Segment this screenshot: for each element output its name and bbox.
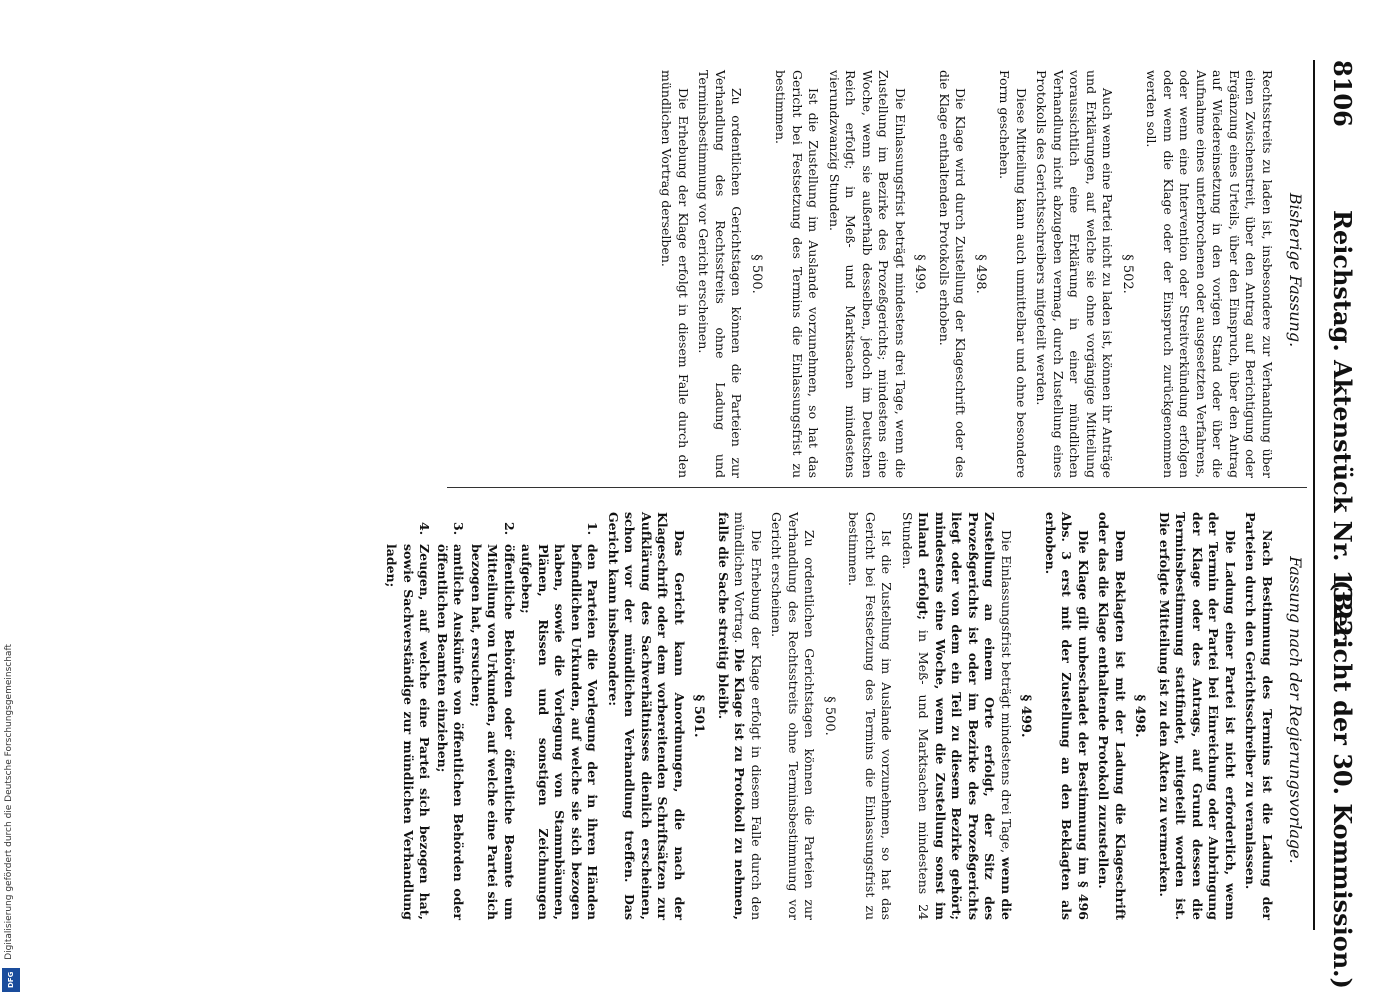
list-item <box>468 522 518 920</box>
paragraph: Diese Mitteilung kann auch unmittelbar und ohne besondere Form geschehen. <box>997 70 1029 478</box>
page-header <box>1319 60 1363 989</box>
paragraph: Das Gericht kann Anordnungen, die nach der Klageschrift oder dem vorbereitenden Schriftsätzen zur Aufklärung des Sachverhältnisses dienlich erscheinen, schon vor der mündlichen Verhandlung treffen. Das Gericht kann insbesondere: <box>606 512 687 920</box>
section-heading: § 500. <box>749 254 764 294</box>
digitization-credit-text: Digitalisierung gefördert durch die Deutsche Forschungsgemeinschaft <box>4 644 14 960</box>
section-heading: § 498. <box>973 254 988 294</box>
paragraph: Rechtsstreits zu laden ist, insbesondere zur Verhandlung über einen Zwischenstreit, über den Antrag auf Berichtigung oder Ergänzung eines Urteils, über den Einspruch, über den Antrag auf Wiedereinsetzung in den vorigen Stand oder über die Aufnahme eines unterbrochenen oder ausgesetzten Verfahrens, oder wenn eine Intervention oder Streitverkündung erfolgen oder wenn die Klage oder der Einspruch zurückgenommen werden soll. <box>1144 70 1275 478</box>
list-item <box>383 522 433 920</box>
text-span: wenn die Zustellung an einem Orte erfolgt, der Sitz des Prozeßgerichts ist oder im Bezirke des Prozeßgerichts liegt oder von dem ein Teil zu diesem Bezirke gehört; mindestens eine Woche, wenn die Zustellung sonst im Inland erfolgt; <box>916 512 1014 920</box>
paragraph: Ist die Zustellung im Auslande vorzunehmen, so hat das Gericht bei Festsetzung des Termins die Einlassungsfrist zu bestimmen. <box>773 70 822 478</box>
numbered-list <box>383 512 601 920</box>
paragraph: Die Klage wird durch Zustellung der Klageschrift oder des die Klage enthaltenden Protokolls erhoben. <box>937 70 969 478</box>
document-title: Reichstag. Aktenstück Nr. 1322. <box>1328 210 1357 645</box>
list-item <box>434 522 467 920</box>
paragraph: Zu ordentlichen Gerichtstagen können die Parteien zur Verhandlung des Rechtsstreits ohne Terminsbestimmung vor Gericht erscheinen. <box>769 512 818 920</box>
paragraph: Die Erhebung der Klage erfolgt in diesem Falle durch den mündlichen Vortrag derselben. <box>659 70 691 478</box>
text-span: Die Erhebung der Klage erfolgt in diesem Falle durch den mündlichen Vortrag. <box>732 512 764 920</box>
list-text: amtliche Auskünfte von öffentlichen Behörden oder öffentlichen Beamten einziehen; <box>435 544 467 920</box>
text-span: Die Klage ist zu Protokoll zu nehmen, falls die Sache streitig bleibt. <box>716 512 748 920</box>
paragraph: Ist die Zustellung im Auslande vorzunehmen, so hat das Gericht bei Festsetzung des Termins die Einlassungsfrist zu bestimmen. <box>846 512 895 920</box>
paragraph: Dem Beklagten ist mit der Ladung die Klageschrift oder das die Klage enthaltende Protokoll zuzustellen. <box>1096 512 1128 920</box>
page-number: 8106 <box>1328 60 1357 127</box>
section-heading: § 499. <box>912 254 928 294</box>
section-heading: § 500. <box>822 696 837 736</box>
dfg-logo: DFG <box>2 968 20 992</box>
column-divider <box>447 487 1307 488</box>
right-column-government-draft <box>380 512 1275 920</box>
list-number: 2. <box>502 522 517 536</box>
left-column-heading: Bisherige Fassung. <box>1286 192 1305 348</box>
text-span: in Meß- und Marktsachen mindestens 24 Stunden. <box>900 512 932 920</box>
section-heading: § 502. <box>1120 254 1135 294</box>
paragraph: Die Einlassungsfrist beträgt mindestens drei Tage, wenn die Zustellung im Bezirke des Prozeßgerichts; mindestens eine Woche, wenn sie außerhalb desselben, jedoch im Deutschen Reich erfolgt; in Meß- und Marktsachen mindestens vierundzwanzig Stunden. <box>827 70 908 478</box>
header-rule <box>1313 60 1315 930</box>
paragraph <box>715 512 765 920</box>
text-span: Die Einlassungsfrist beträgt mindestens drei Tage, <box>999 530 1014 858</box>
report-reference: (Bericht der 30. Kommission.) <box>1328 580 1357 989</box>
paragraph: Zu ordentlichen Gerichtstagen können die Parteien zur Verhandlung des Rechtsstreits ohne Ladung und Terminsbestimmung vor Gericht erscheinen. <box>696 70 745 478</box>
list-number: 4. <box>417 522 433 536</box>
list-text: den Parteien die Vorlegung der in ihren Händen befindlichen Urkunden, auf welche sie sich bezogen haben, sowie die Vorlegung von Stammbäumen, Plänen, Rissen und sonstigen Zeichnungen aufgeben; <box>519 544 601 920</box>
list-text: öffentliche Behörden oder öffentliche Beamte um Mitteilung von Urkunden, auf welche eine Partei sich bezogen hat, ersuchen; <box>469 544 517 920</box>
left-column-previous-version <box>654 70 1275 478</box>
section-heading: § 501. <box>691 694 707 738</box>
list-text: Zeugen, auf welche eine Partei sich bezogen hat, sowie Sachverständige zur mündlichen Verhandlung laden; <box>384 544 433 920</box>
paragraph: Die Klage gilt unbeschadet der Bestimmung im § 496 Abs. 3 erst mit der Zustellung an den Beklagten als erhoben. <box>1043 512 1091 920</box>
paragraph: Nach Bestimmung des Termins ist die Ladung der Parteien durch den Gerichtsschreiber zu veranlassen. <box>1243 512 1275 920</box>
list-number: 1. <box>585 522 601 536</box>
right-column-heading: Fassung nach der Regierungsvorlage. <box>1286 556 1305 864</box>
paragraph: Auch wenn eine Partei nicht zu laden ist, können ihr Anträge und Erklärungen, auf welche sie ohne vorgängige Mitteilung voraussichtlich eine Erklärung in einer mündlichen Verhandlung nicht abzugeben vermag, durch Zustellung eines Protokolls des Gerichtsschreibers mitgeteilt werden. <box>1034 70 1116 478</box>
list-number: 3. <box>451 522 467 536</box>
section-heading: § 499. <box>1018 694 1034 738</box>
section-heading: § 498. <box>1132 694 1148 738</box>
list-item <box>518 522 601 920</box>
paragraph <box>899 512 1015 920</box>
paragraph: Die Ladung einer Partei ist nicht erforderlich, wenn der Termin der Partei bei Einreichung oder Anbringung der Klage oder des Antrags, auf Grund dessen die Terminsbestimmung stattfindet, mitgeteilt worden ist. Die erfolgte Mitteilung ist zu den Akten zu vermerken. <box>1157 512 1238 920</box>
